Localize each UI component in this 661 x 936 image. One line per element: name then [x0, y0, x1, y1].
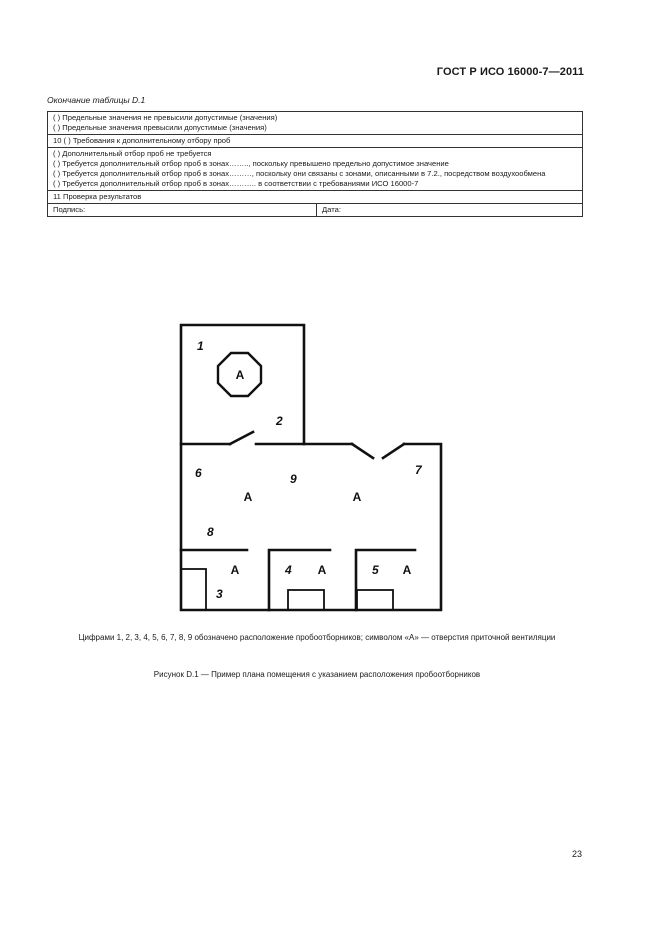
plan-partition-5	[356, 550, 415, 610]
table-continuation-caption: Окончание таблицы D.1	[47, 95, 146, 105]
date-cell: Дата:	[317, 204, 583, 217]
limit-option-not-exceeded: ( ) Предельные значения не превысили допустимые (значения)	[53, 113, 278, 122]
section-10-title: 10 ( ) Требования к дополнительному отбору проб	[48, 135, 583, 148]
limit-option-exceeded: ( ) Предельные значения превысили допустимые (значения)	[53, 123, 267, 132]
plan-vent-symbol: A	[352, 490, 362, 504]
sampling-form-table	[47, 111, 583, 217]
plan-zone-label: 1	[197, 339, 204, 353]
option-extra-sampling-limit: ( ) Требуется дополнительный отбор проб в зонах…….., поскольку превышено предельно допустимое значение	[53, 159, 449, 168]
plan-door-3	[383, 444, 404, 458]
plan-zone-label: 9	[290, 472, 297, 486]
plan-door-2	[352, 444, 373, 458]
plan-vent-symbol: A	[317, 563, 327, 577]
plan-desk-4	[288, 590, 324, 610]
option-no-extra-sampling: ( ) Дополнительный отбор проб не требуется	[53, 149, 212, 158]
page-number: 23	[571, 849, 582, 859]
table-row	[48, 191, 583, 204]
plan-zone-label: 4	[285, 563, 292, 577]
plan-desk-3	[181, 569, 206, 610]
plan-zone-label: 6	[195, 466, 202, 480]
table-row	[48, 135, 583, 148]
limits-cell	[48, 112, 583, 135]
plan-zone-label: 2	[276, 414, 283, 428]
plan-vent-symbol: A	[230, 563, 240, 577]
plan-wall-main-room	[181, 444, 441, 610]
room-floor-plan	[170, 318, 455, 618]
plan-vent-symbol: A	[235, 368, 245, 382]
signature-cell: Подпись:	[48, 204, 317, 217]
plan-zone-label: 3	[216, 587, 223, 601]
plan-desk-5	[357, 590, 393, 610]
plan-partition-4	[269, 550, 330, 610]
option-extra-sampling-air-exchange: ( ) Требуется дополнительный отбор проб в зонах………, поскольку они связаны с зонами, описанными в 7.2., посредством воздухообмена	[53, 169, 546, 178]
option-extra-sampling-iso: ( ) Требуется дополнительный отбор проб в зонах……….. в соответствии с требованиями ИСО 16000-7	[53, 179, 419, 188]
table-row	[48, 148, 583, 191]
plan-zone-label: 8	[207, 525, 214, 539]
figure-title: Рисунок D.1 — Пример плана помещения с указанием расположения пробоотборников	[153, 670, 481, 679]
figure-legend-note: Цифрами 1, 2, 3, 4, 5, 6, 7, 8, 9 обозначено расположение пробоотборников; символом «А» — отверстия приточной вентиляции	[78, 633, 556, 642]
table-row	[48, 112, 583, 135]
plan-vent-symbol: A	[243, 490, 253, 504]
table-row	[48, 204, 583, 217]
section-11-title: 11 Проверка результатов	[48, 191, 583, 204]
plan-door-1	[230, 432, 253, 444]
document-header: ГОСТ Р ИСО 16000-7—2011	[436, 66, 584, 78]
plan-zone-label: 5	[372, 563, 379, 577]
plan-vent-symbol: A	[402, 563, 412, 577]
section-10-options-cell	[48, 148, 583, 191]
plan-zone-label: 7	[415, 463, 422, 477]
